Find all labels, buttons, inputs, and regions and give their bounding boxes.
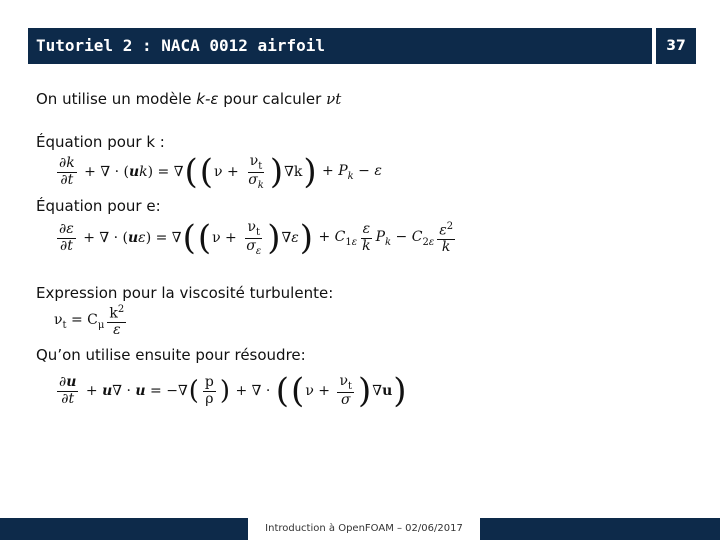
momentum-equation: $\frac{\partial u}{\partial t}$ + u∇ · u = −∇ ( $\frac{p}{\rho}$ ) + ∇ · ( ( ν + $\frac{\nu_t}{\sigma}$ ) ∇u ) bbox=[59, 371, 407, 411]
k-equation: $\frac{\partial k}{\partial t}$ + ∇ · (uk) = ∇ ( ( ν + $\frac{\nu_t}{\sigma_k}$ ) ∇k ) + $P_k - \varepsilon$ bbox=[59, 152, 382, 192]
e-equation-heading: Équation pour e: bbox=[36, 197, 161, 215]
footer-text: Introduction à OpenFOAM – 02/06/2017 bbox=[248, 518, 480, 540]
slide-title: Tutoriel 2 : NACA 0012 airfoil bbox=[28, 28, 652, 64]
intro-line bbox=[36, 90, 341, 108]
intro-prefix: On utilise un modèle bbox=[36, 90, 197, 108]
epsilon-equation: $\frac{\partial\varepsilon}{\partial t}$ + ∇ · (uε) = ∇ ( ( ν + $\frac{\nu_t}{\sigma_\varepsilon}$ ) ∇ε ) + $C_{1\varepsilon}$ $\frac{\varepsilon}{k}$ $P_k - C_{2\varepsilon}$ $\frac{\varepsilon^2}{k}$ bbox=[59, 218, 454, 258]
intro-variable: νt bbox=[326, 90, 342, 108]
k-equation-heading: Équation pour k : bbox=[36, 133, 165, 151]
footer-bar bbox=[0, 518, 720, 540]
viscosity-equation: $\nu_t = C_\mu$ $\frac{k^2}{\varepsilon}$ bbox=[54, 303, 125, 338]
page-number: 37 bbox=[656, 28, 696, 64]
intro-model: k-ε bbox=[196, 90, 219, 108]
viscosity-heading: Expression pour la viscosité turbulente: bbox=[36, 284, 334, 302]
intro-suffix: pour calculer bbox=[218, 90, 327, 108]
solve-heading: Qu’on utilise ensuite pour résoudre: bbox=[36, 346, 306, 364]
